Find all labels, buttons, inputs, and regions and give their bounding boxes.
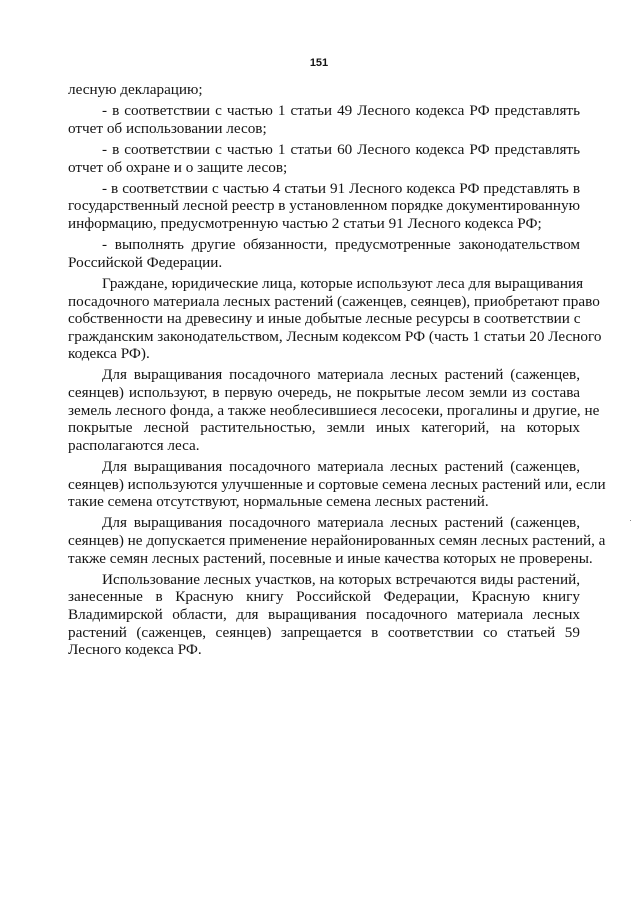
text-line: Для выращивания посадочного материала лесных растений (саженцев,	[102, 514, 580, 532]
text-line: покрытые лесной растительностью, земли иных категорий, на которых	[68, 419, 580, 437]
text-line: Граждане, юридические лица, которые используют леса для выращивания	[102, 274, 584, 292]
text-line: Для выращивания посадочного материала лесных растений (саженцев,	[102, 366, 580, 384]
text-line: сеянцев) не допускается применение нерайонированных семян лесных растений, а	[68, 532, 606, 549]
text-line: земель лесного фонда, а также необлесившиеся лесосеки, прогалины и другие, не	[68, 401, 600, 419]
text-line: отчет об охране и о защите лесов;	[68, 158, 288, 176]
text-line: лесную декларацию;	[68, 81, 203, 98]
text-line: кодекса РФ).	[68, 345, 150, 363]
text-line: Российской Федерации.	[68, 253, 223, 271]
text-line: государственный лесной реестр в установленном порядке документированную	[68, 197, 580, 215]
paragraph	[68, 274, 602, 363]
text-line: Лесного кодекса РФ.	[68, 641, 202, 659]
paragraph	[68, 81, 580, 99]
text-line: сеянцев) используются улучшенные и сортовые семена лесных растений или, если	[68, 475, 606, 493]
page-number: 151	[309, 57, 329, 69]
text-line: сеянцев) используют, в первую очередь, не покрытые лесом земли из состава	[68, 384, 580, 402]
paragraph	[68, 141, 580, 176]
text-line: занесенные в Красную книгу Российской Федерации, Красную книгу	[68, 588, 580, 606]
paragraph	[68, 514, 606, 567]
paragraph	[68, 102, 580, 137]
text-line: также семян лесных растений, посевные и иные качества которых не проверены.	[68, 549, 593, 567]
paragraph	[68, 366, 600, 454]
text-line: такие семена отсутствуют, нормальные семена лесных растений.	[68, 493, 489, 511]
scan-speck	[630, 520, 631, 521]
text-line: - в соответствии с частью 1 статьи 60 Лесного кодекса РФ представлять	[102, 140, 580, 158]
text-line: посадочного материала лесных растений (саженцев, сеянцев), приобретают право	[68, 292, 600, 310]
paragraph	[68, 458, 606, 511]
text-line: Для выращивания посадочного материала лесных растений (саженцев,	[102, 458, 580, 476]
text-line: - в соответствии с частью 1 статьи 49 Лесного кодекса РФ представлять	[102, 102, 580, 120]
document-body	[68, 81, 606, 659]
paragraph	[68, 180, 580, 233]
text-line: Использование лесных участков, на которых встречаются виды растений,	[102, 570, 580, 588]
text-line: отчет об использовании лесов;	[68, 119, 267, 137]
text-line: Владимирской области, для выращивания посадочного материала лесных	[68, 605, 580, 623]
text-line: - выполнять другие обязанности, предусмотренные законодательством	[102, 236, 580, 254]
paragraph	[68, 236, 580, 271]
text-line: располагаются леса.	[68, 436, 200, 454]
text-line: информацию, предусмотренную частью 2 статьи 91 Лесного кодекса РФ;	[68, 214, 542, 232]
text-line: гражданским законодательством, Лесным кодексом РФ (часть 1 статьи 20 Лесного	[68, 327, 602, 345]
text-line: растений (саженцев, сеянцев) запрещается в соответствии со статьей 59	[68, 623, 580, 641]
text-line: собственности на древесину и иные добытые лесные ресурсы в соответствии с	[68, 310, 581, 328]
text-line: - в соответствии с частью 4 статьи 91 Лесного кодекса РФ представлять в	[102, 179, 580, 197]
paragraph	[68, 571, 580, 659]
